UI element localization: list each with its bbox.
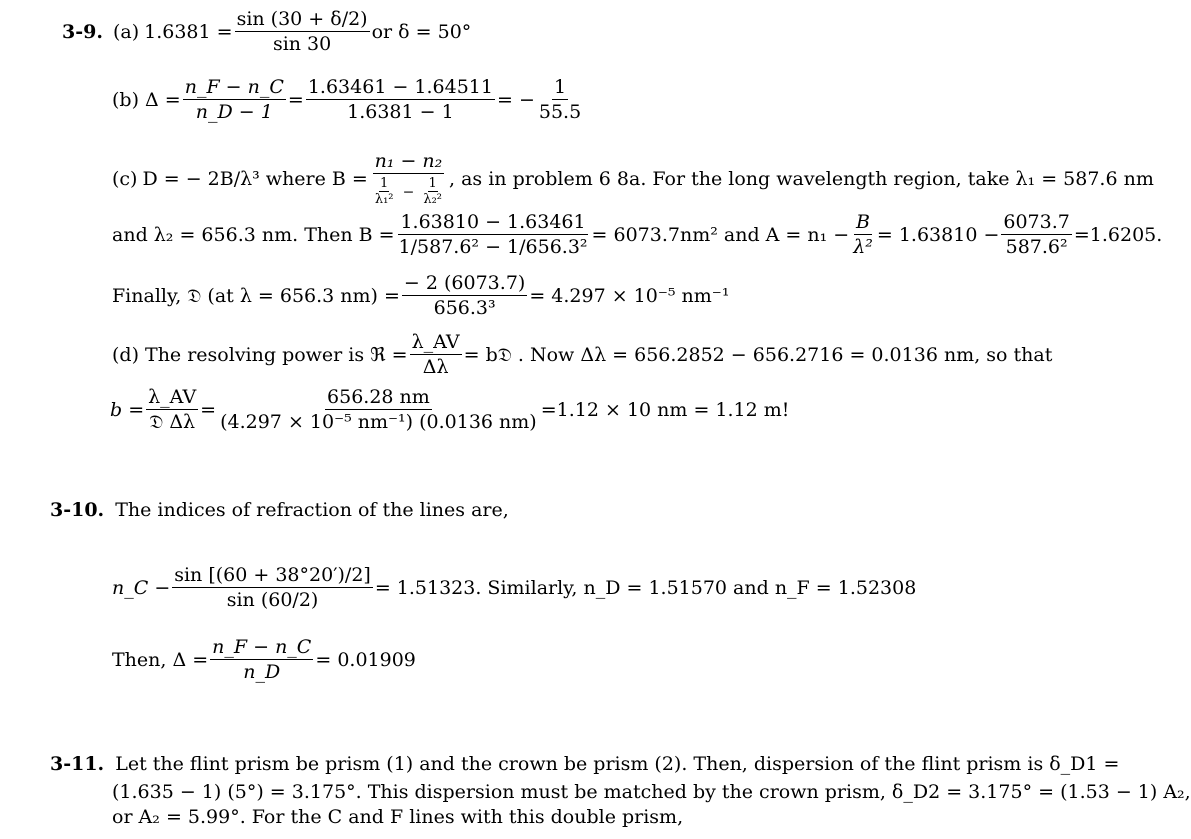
numerator: B — [856, 211, 871, 233]
denominator: Δλ — [422, 356, 449, 378]
numerator: − 2 (6073.7) — [403, 272, 526, 294]
numerator: n_F − n_C — [184, 76, 284, 98]
fraction — [410, 333, 462, 377]
fraction — [537, 78, 583, 122]
numerator: n_F − n_C — [212, 636, 312, 658]
numerator: 1 — [553, 76, 567, 98]
equals: = — [287, 88, 304, 111]
denominator: sin 30 — [272, 33, 332, 55]
numerator: sin [(60 + 38°20′)/2] — [174, 564, 371, 586]
equation-head: D = − 2B/λ³ where B = — [142, 167, 368, 190]
numerator: 1.63810 − 1.63461 — [400, 211, 586, 233]
text: = 1.51323. Similarly, n_D = 1.51570 and n_F = 1.52308 — [374, 576, 917, 599]
text: and λ₂ = 656.3 nm. Then B = — [112, 223, 395, 246]
fraction — [218, 388, 539, 432]
text: Finally, 𝔇 (at λ = 656.3 nm) = — [112, 284, 400, 307]
denominator: 1/587.6² − 1/656.3² — [398, 236, 588, 258]
problem-3-9-part-c-finally — [112, 274, 729, 318]
fraction — [1001, 213, 1071, 257]
numerator: λ_AV — [148, 386, 197, 408]
fraction — [402, 274, 527, 318]
text: Let the flint prism be prism (1) and the crown be prism (2). Then, dispersion of the flint prism is δ_D1 = — [115, 753, 1120, 775]
denominator: 656.3³ — [433, 297, 496, 319]
minus: − — [402, 184, 415, 201]
problem-number: 3-10. — [50, 499, 105, 521]
denominator: n_D — [243, 661, 281, 683]
numerator: λ_AV — [411, 331, 460, 353]
denominator: λ₁² — [374, 192, 394, 207]
problem-3-11-line3: or A₂ = 5.99°. For the C and F lines with this double prism, — [112, 806, 684, 828]
text: =1.6205. — [1073, 223, 1163, 246]
text: = 6073.7nm² and A = n₁ − — [591, 223, 850, 246]
denominator: n_D − 1 — [195, 101, 273, 123]
fraction — [397, 213, 590, 257]
text: =1.12 × 10 nm = 1.12 m! — [540, 398, 790, 421]
fraction — [374, 177, 395, 206]
fraction — [851, 213, 875, 257]
equation-lhs: 1.6381 = — [144, 20, 233, 43]
problem-3-10-intro — [50, 501, 509, 520]
denominator: sin (60/2) — [226, 589, 319, 611]
part-tag: (a) — [112, 20, 140, 43]
denominator: 587.6² — [1005, 236, 1068, 258]
problem-3-10-then — [112, 638, 416, 682]
text: = b𝔇 . Now Δλ = 656.2852 − 656.2716 = 0.0136 nm, so that — [463, 343, 1053, 366]
text: Then, Δ = — [112, 648, 209, 671]
fraction — [422, 177, 443, 206]
text: The indices of refraction of the lines are, — [115, 499, 509, 521]
fraction — [183, 78, 286, 122]
problem-3-9-part-c-line1 — [112, 152, 1154, 206]
text: = 0.01909 — [315, 648, 416, 671]
problem-3-9-part-d-b — [110, 388, 789, 432]
denominator: λ₂² — [423, 192, 443, 207]
part-tag: (c) — [112, 167, 138, 190]
denominator: 𝔇 Δλ — [149, 411, 196, 433]
fraction — [172, 566, 373, 610]
text: b = — [110, 398, 145, 421]
fraction — [306, 78, 495, 122]
denominator: (4.297 × 10⁻⁵ nm⁻¹) (0.0136 nm) — [220, 411, 537, 433]
fraction — [370, 152, 447, 206]
fraction — [146, 388, 198, 432]
equals: = − — [496, 88, 535, 111]
text: (d) The resolving power is ℜ = — [112, 343, 408, 366]
text: n_C − — [112, 576, 171, 599]
problem-3-9-part-b — [112, 78, 585, 122]
numerator: 1.63461 − 1.64511 — [307, 76, 493, 98]
problem-3-9-part-d — [112, 333, 1052, 377]
numerator: 1 — [380, 176, 389, 191]
denominator: 1.6381 − 1 — [347, 101, 454, 123]
numerator: 1 — [428, 176, 437, 191]
equation-tail: , as in problem 6 8a. For the long wavelength region, take λ₁ = 587.6 nm — [449, 167, 1154, 190]
numerator: 6073.7 — [1003, 211, 1070, 233]
text: = 4.297 × 10⁻⁵ nm⁻¹ — [529, 284, 730, 307]
text: = 1.63810 − — [876, 223, 1000, 246]
part-tag: (b) Δ = — [112, 88, 181, 111]
numerator: sin (30 + δ/2) — [236, 8, 368, 30]
problem-number: 3-11. — [50, 753, 105, 775]
equation-tail: or δ = 50° — [371, 20, 472, 43]
problem-3-9-part-c-line2 — [112, 213, 1162, 257]
equals: = — [200, 398, 217, 421]
denominator: λ² — [853, 236, 873, 258]
problem-3-11-line2: (1.635 − 1) (5°) = 3.175°. This dispersion must be matched by the crown prism, δ_D2 = 3.175° = (1.53 − 1) A₂, — [112, 781, 1191, 803]
problem-3-9-part-a — [62, 10, 471, 54]
problem-3-11-line1 — [50, 755, 1119, 774]
problem-number: 3-9. — [62, 20, 103, 43]
fraction — [235, 10, 370, 54]
denominator — [370, 174, 447, 206]
fraction — [210, 638, 313, 682]
problem-3-10-nc — [112, 566, 916, 610]
denominator: 55.5 — [538, 101, 582, 123]
numerator: n₁ − n₂ — [374, 150, 443, 172]
numerator: 656.28 nm — [327, 386, 430, 408]
